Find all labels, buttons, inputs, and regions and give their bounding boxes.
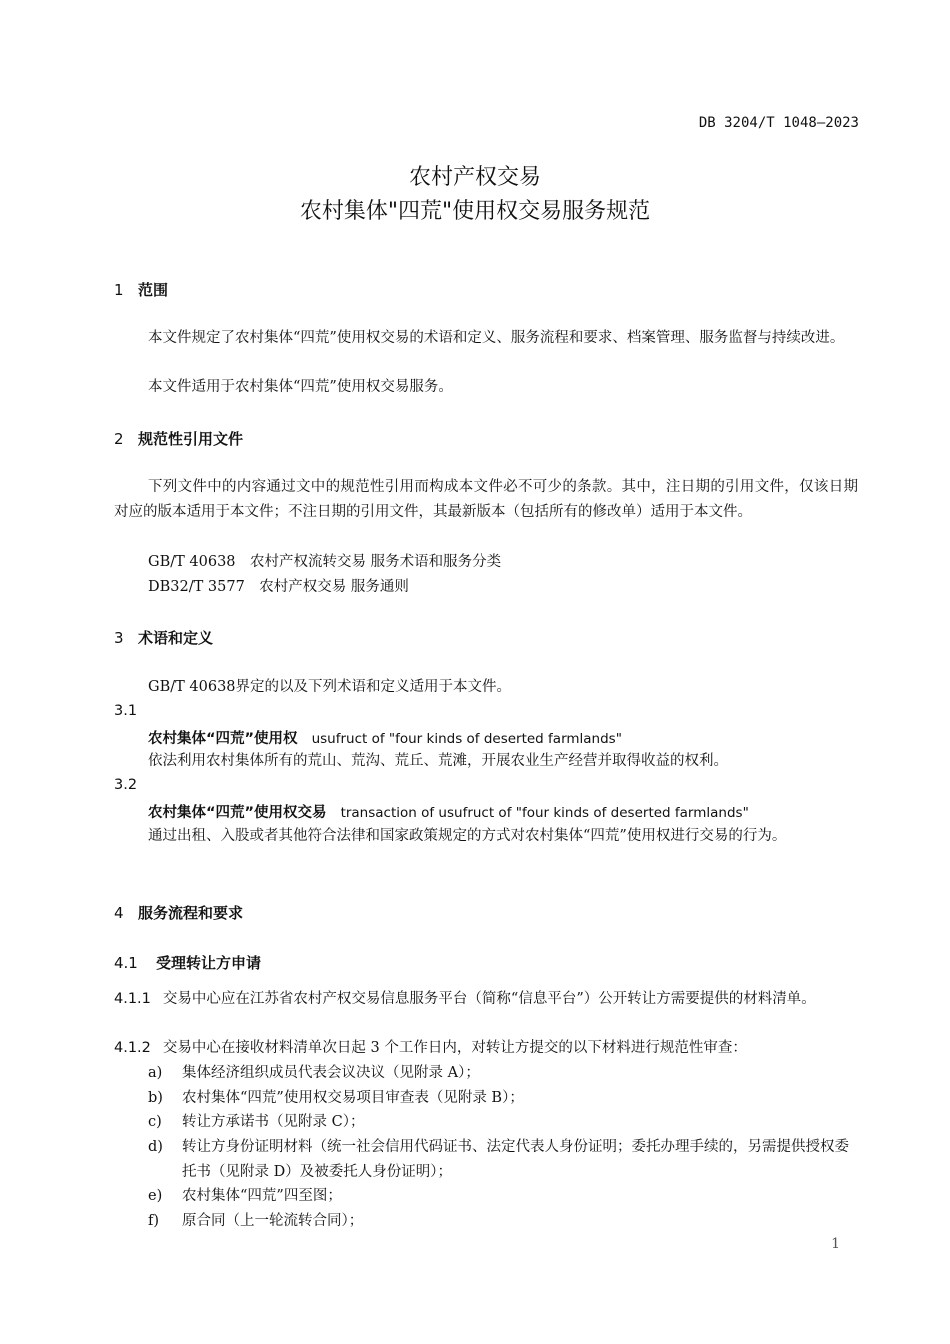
clause-number: 4.1.2 — [114, 1040, 151, 1056]
list-item — [148, 1061, 858, 1086]
clause-4-1-1 — [114, 987, 858, 1012]
term-number: 3.1 — [114, 703, 138, 719]
list-marker: c) — [148, 1114, 162, 1130]
normative-references-paragraph: 下列文件中的内容通过文中的规范性引用而构成本文件必不可少的条款。其中，注日期的引用文件，仅该日期对应的版本适用于本文件；不注日期的引用文件，其最新版本（包括所有的修改单）适用于本文件。 — [114, 479, 858, 520]
title-line-1: 农村产权交易 — [408, 165, 541, 190]
section-number: 3 — [114, 629, 124, 647]
clause-number: 4.1.1 — [114, 991, 151, 1007]
term-entry — [148, 801, 749, 822]
scope-paragraph-2: 本文件适用于农村集体“四荒”使用权交易服务。 — [148, 379, 453, 395]
section-title: 规范性引用文件 — [138, 430, 244, 448]
subsection-number: 4.1 — [114, 954, 138, 972]
section-2-heading — [114, 428, 243, 449]
term-chinese: 农村集体“四荒”使用权 — [148, 731, 298, 747]
page-number: 1 — [831, 1236, 840, 1252]
section-number: 2 — [114, 430, 124, 448]
term-number: 3.2 — [114, 777, 138, 793]
scope-paragraph-1: 本文件规定了农村集体“四荒”使用权交易的术语和定义、服务流程和要求、档案管理、服务监督与持续改进。 — [148, 330, 845, 346]
list-text: 原合同（上一轮流转合同）； — [182, 1213, 364, 1229]
clause-4-1-2 — [114, 1036, 858, 1061]
term-english: usufruct of "four kinds of deserted farmlands" — [311, 731, 622, 747]
list-text: 农村集体“四荒”四至图； — [182, 1188, 342, 1204]
reference-item: GB/T 40638 农村产权流转交易 服务术语和服务分类 — [148, 554, 502, 570]
list-item — [148, 1209, 858, 1234]
term-english: transaction of usufruct of "four kinds of deserted farmlands" — [340, 805, 749, 821]
terms-intro: GB/T 40638界定的以及下列术语和定义适用于本文件。 — [148, 679, 512, 695]
clause-text: 交易中心应在江苏省农村产权交易信息服务平台（简称“信息平台”）公开转让方需要提供的材料清单。 — [162, 991, 816, 1007]
list-item — [148, 1086, 858, 1111]
section-number: 4 — [114, 904, 124, 922]
term-definition: 依法利用农村集体所有的荒山、荒沟、荒丘、荒滩，开展农业生产经营并取得收益的权利。 — [148, 753, 728, 769]
section-number: 1 — [114, 281, 124, 299]
term-definition: 通过出租、入股或者其他符合法律和国家政策规定的方式对农村集体“四荒”使用权进行交易的行为。 — [148, 828, 787, 844]
list-marker: d) — [148, 1139, 163, 1155]
term-chinese: 农村集体“四荒”使用权交易 — [148, 805, 327, 821]
list-text: 转让方身份证明材料（统一社会信用代码证书、法定代表人身份证明；委托办理手续的，另需提供授权委托书（见附录 D）及被委托人身份证明）； — [182, 1139, 849, 1180]
term-entry — [148, 727, 622, 748]
list-item — [148, 1184, 858, 1209]
subsection-title: 受理转让方申请 — [156, 954, 262, 972]
section-3-heading — [114, 627, 213, 648]
list-text: 转让方承诺书（见附录 C）； — [182, 1114, 365, 1130]
subsection-4-1-heading — [114, 952, 261, 973]
section-title: 范围 — [138, 281, 169, 299]
section-title: 服务流程和要求 — [138, 904, 244, 922]
list-item — [148, 1110, 858, 1135]
list-marker: f) — [148, 1213, 160, 1229]
list-item — [148, 1135, 858, 1184]
clause-text: 交易中心在接收材料清单次日起 3 个工作日内，对转让方提交的以下材料进行规范性审查： — [162, 1040, 747, 1056]
standard-code: DB 3204/T 1048—2023 — [698, 115, 859, 131]
list-marker: a) — [148, 1065, 163, 1081]
section-1-heading — [114, 279, 168, 300]
list-marker: b) — [148, 1090, 163, 1106]
list-marker: e) — [148, 1188, 163, 1204]
section-4-heading — [114, 902, 243, 923]
title-line-2: 农村集体"四荒"使用权交易服务规范 — [299, 199, 651, 224]
reference-item: DB32/T 3577 农村产权交易 服务通则 — [148, 579, 409, 595]
section-title: 术语和定义 — [138, 629, 214, 647]
list-text: 农村集体“四荒”使用权交易项目审查表（见附录 B）； — [182, 1090, 524, 1106]
list-text: 集体经济组织成员代表会议决议（见附录 A）； — [182, 1065, 480, 1081]
